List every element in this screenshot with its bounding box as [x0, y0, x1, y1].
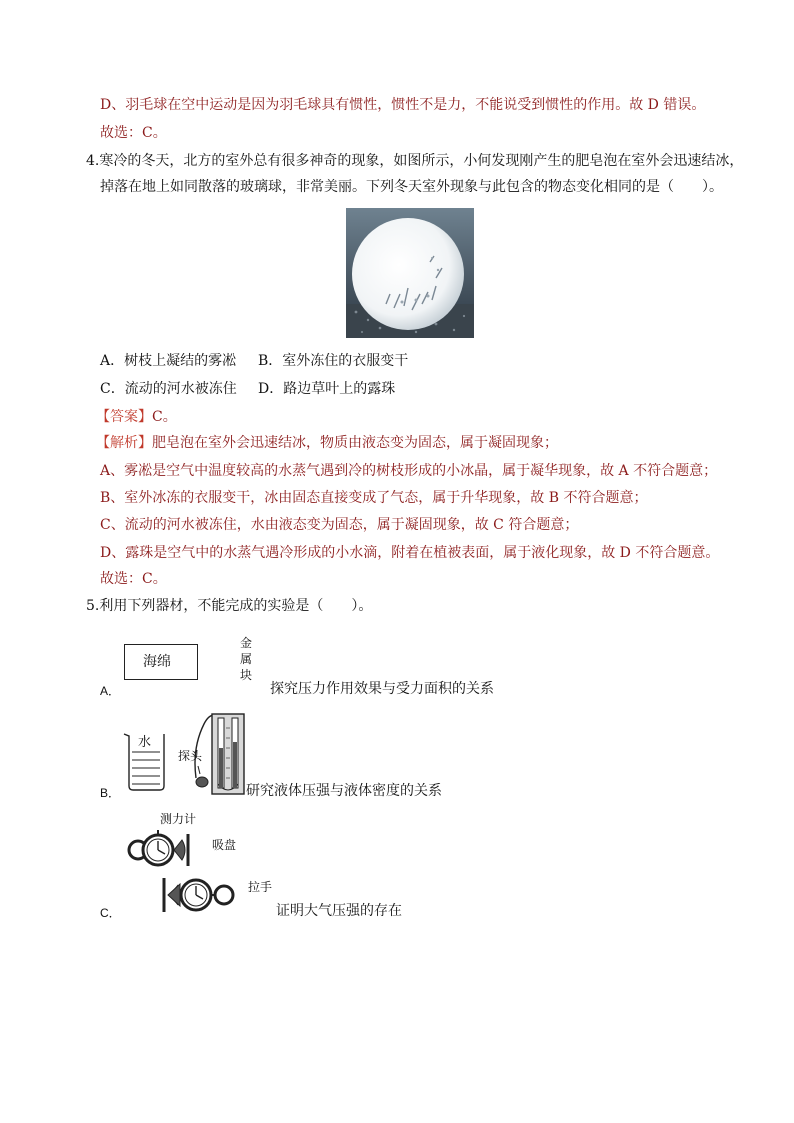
q5-option-c-text: 证明大气压强的存在: [276, 903, 402, 919]
metal-label-1: 金: [240, 636, 253, 650]
q5-option-c-label: C．: [100, 906, 121, 920]
q4-option-b: B．室外冻住的衣服变干: [258, 353, 409, 369]
analysis-tag: 【解析】: [96, 435, 152, 451]
analysis-text: 肥皂泡在室外会迅速结冰，物质由液态变为固态，属于凝固现象；: [152, 435, 558, 451]
prev-explanation-d: D、羽毛球在空中运动是因为羽毛球具有惯性，惯性不是力，不能说受到惯性的作用。故 D 错误。: [100, 97, 706, 113]
metal-label-3: 块: [240, 668, 253, 682]
q5-stem: 5.利用下列器材，不能完成的实验是（ ）。: [86, 598, 373, 614]
metal-label-2: 属: [240, 652, 253, 666]
sponge-label: 海绵: [143, 654, 171, 670]
handle-label: 拉手: [248, 880, 273, 894]
meter-label: 测力计: [160, 812, 197, 826]
q4-explanation-b: B、室外冰冻的衣服变干，冰由固态直接变成了气态，属于升华现象，故 B 不符合题意；: [100, 490, 648, 506]
q4-stem-line-1: 4.寒冷的冬天，北方的室外总有很多神奇的现象，如图所示，小何发现刚产生的肥皂泡在室外会迅速结冰，: [86, 153, 744, 169]
q4-option-a: A．树枝上凝结的雾凇: [100, 353, 237, 369]
sucker-label: 吸盘: [212, 838, 237, 852]
suction-cup-apparatus: [124, 826, 254, 918]
q4-answer: [96, 408, 177, 426]
q4-explanation-d: D、露珠是空气中的水蒸气遇冷形成的小水滴，附着在植被表面，属于液化现象，故 D 不符合题意。: [100, 545, 720, 561]
prev-answer: 故选：C。: [100, 125, 167, 141]
q4-option-d: D．路边草叶上的露珠: [258, 381, 396, 397]
q4-analysis: [96, 434, 558, 452]
q4-final-answer: 故选：C。: [100, 571, 167, 587]
q4-stem-line-2: 掉落在地上如同散落的玻璃球，非常美丽。下列冬天室外现象与此包含的物态变化相同的是（ ）。: [100, 179, 723, 195]
answer-value: C。: [152, 409, 177, 425]
probe-label: 探头: [178, 749, 203, 763]
q5-option-a-label: A．: [100, 684, 121, 698]
q5-option-b-label: B．: [100, 786, 121, 800]
answer-tag: 【答案】: [96, 409, 152, 425]
q4-explanation-a: A、雾凇是空气中温度较高的水蒸气遇到冷的树枝形成的小冰晶，属于凝华现象，故 A 不符合题意；: [100, 463, 718, 479]
q5-option-a-text: 探究压力作用效果与受力面积的关系: [270, 681, 494, 697]
q4-option-c: C．流动的河水被冻住: [100, 381, 237, 397]
sponge-box: [124, 644, 198, 680]
water-label: 水: [138, 735, 152, 750]
q4-explanation-c: C、流动的河水被冻住，水由液态变为固态，属于凝固现象，故 C 符合题意；: [100, 517, 579, 533]
frozen-bubble-photo: [346, 208, 474, 338]
q5-option-b-text: 研究液体压强与液体密度的关系: [246, 783, 442, 799]
